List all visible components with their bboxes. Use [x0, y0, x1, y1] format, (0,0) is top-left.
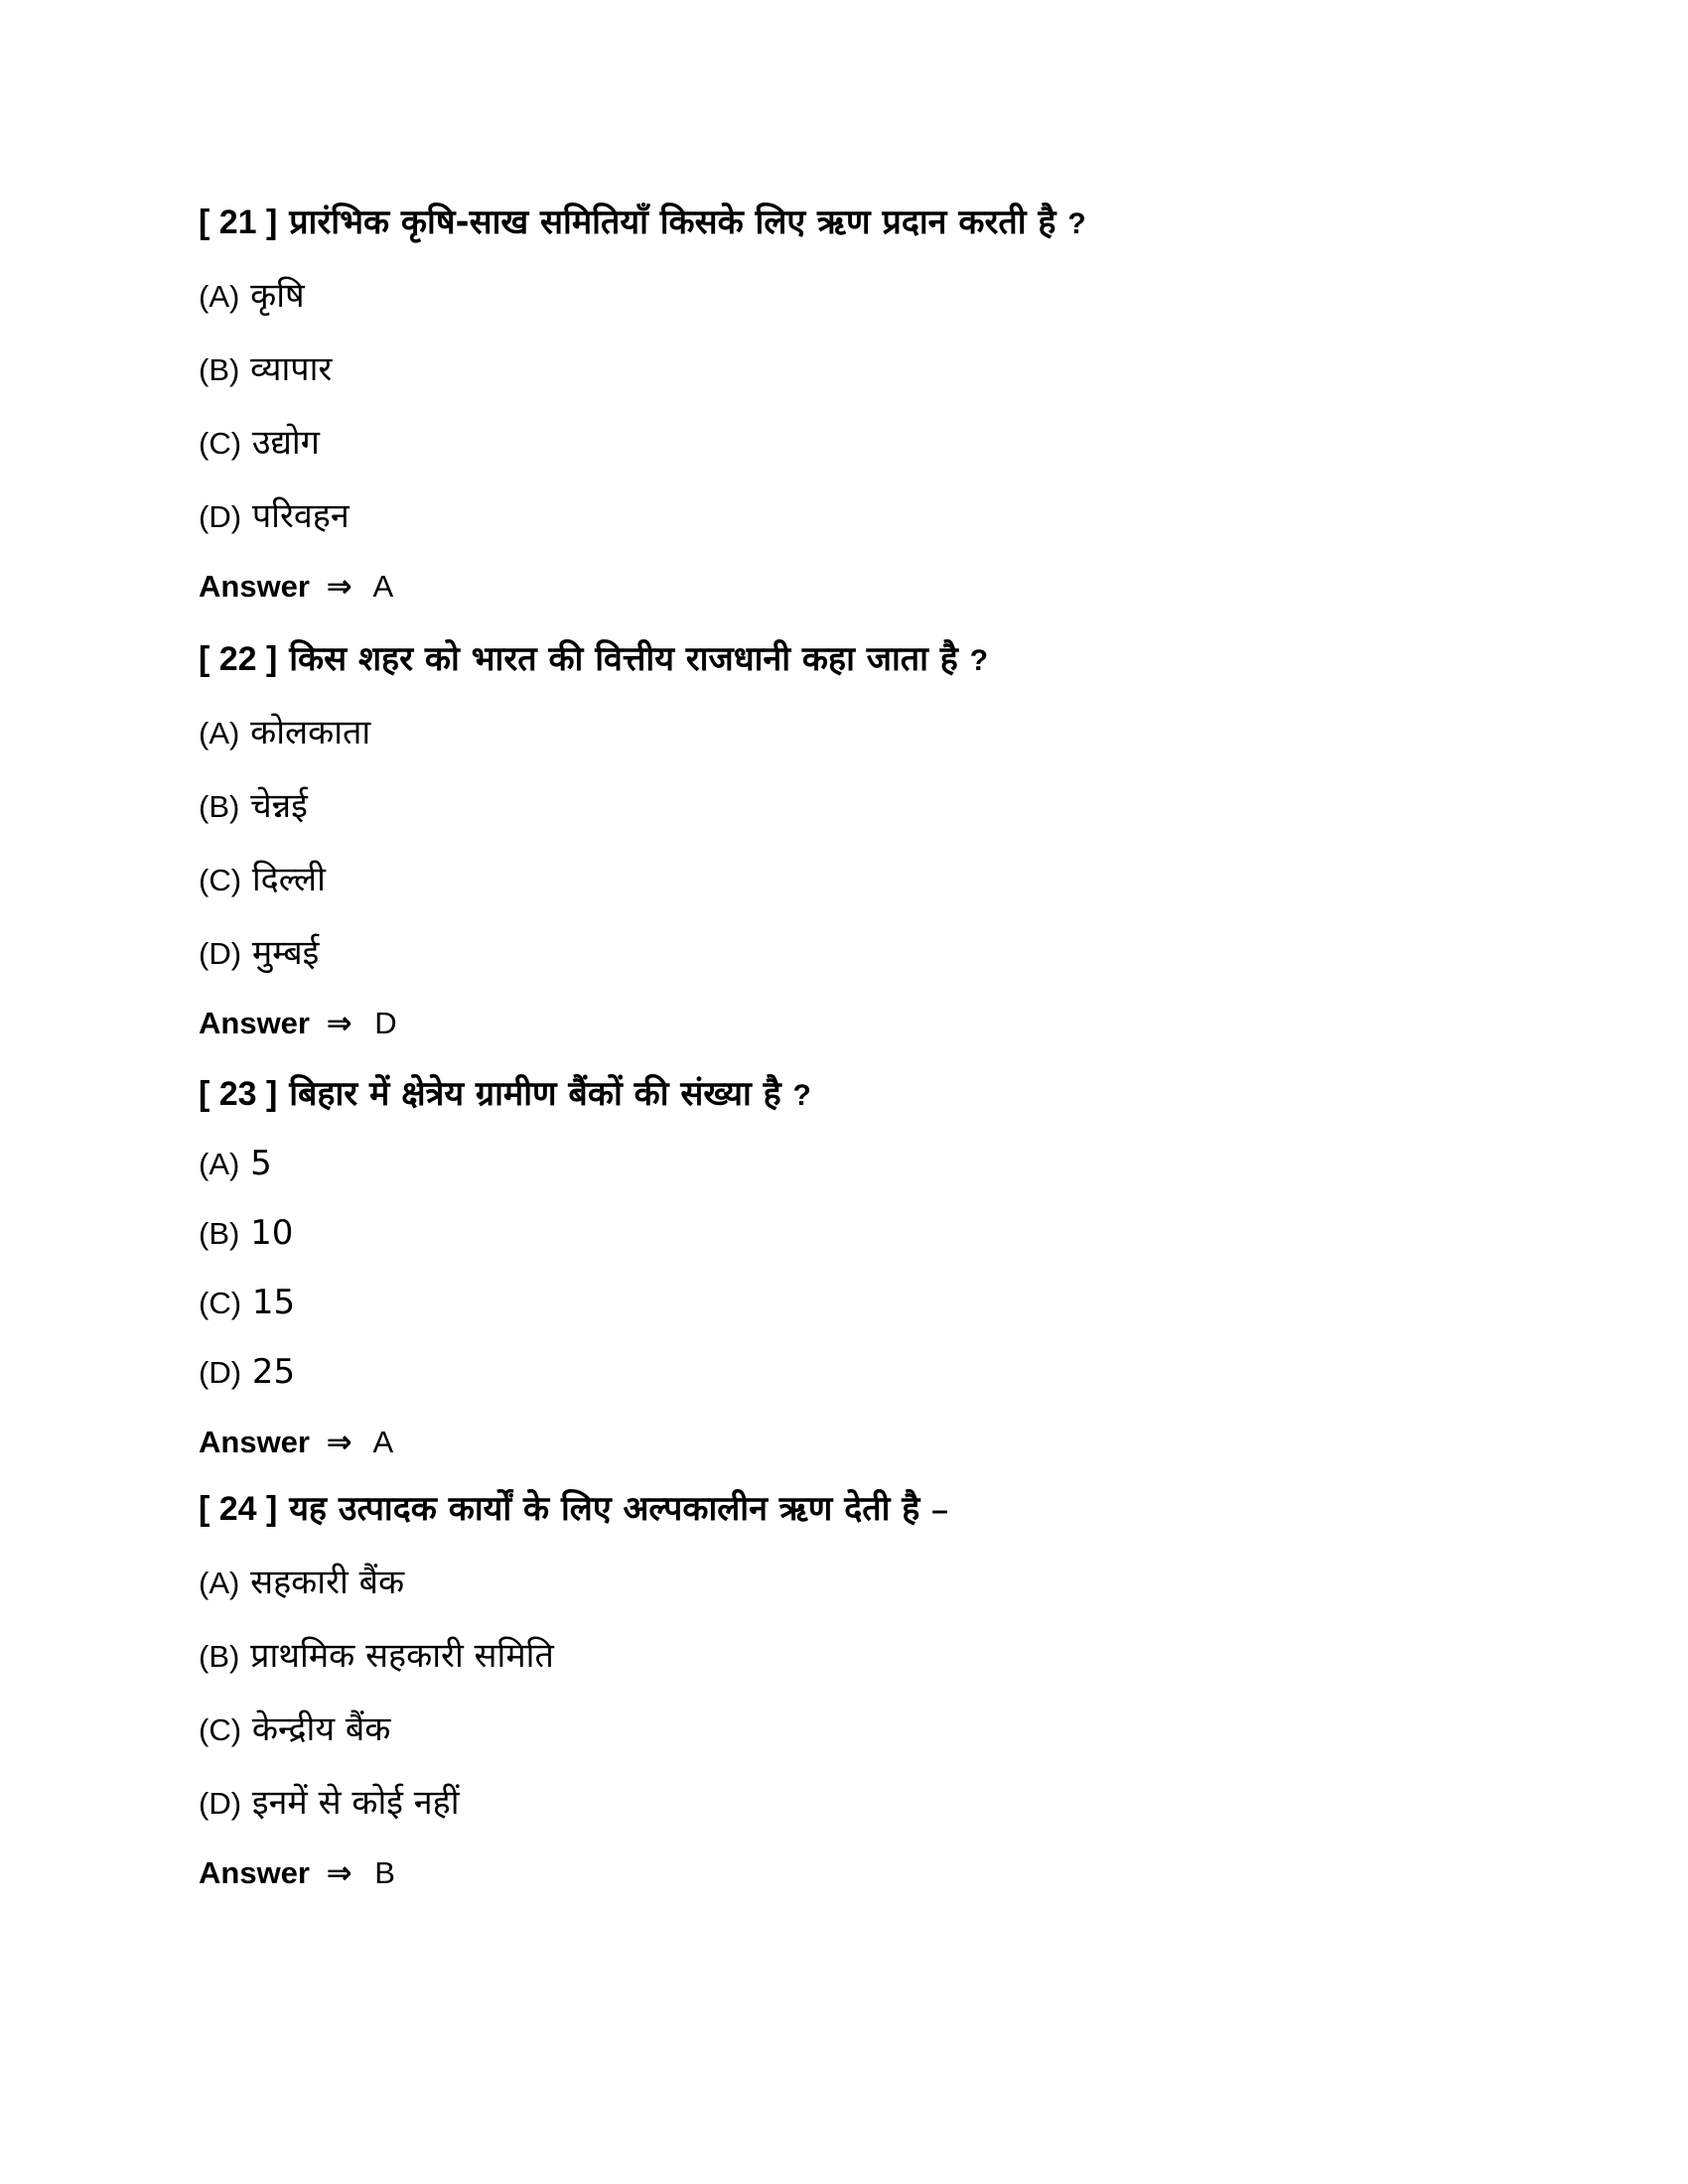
option-text: दिल्ली	[251, 860, 326, 899]
option-key: (A)	[199, 1566, 240, 1600]
option-key: (D)	[199, 1355, 242, 1390]
option-key: (D)	[199, 936, 242, 971]
option-text: कोलकाता	[250, 713, 371, 752]
question-title	[199, 1070, 1489, 1118]
question-block	[199, 1485, 1489, 1896]
option-text: व्यापार	[250, 349, 333, 389]
option-a	[199, 1140, 1489, 1187]
option-text: 25	[251, 1352, 296, 1392]
question-text: प्रारंभिक कृषि-साख समितियाँ किसके लिए ऋण प्रदान करती है	[289, 203, 1056, 242]
option-key: (B)	[199, 1216, 240, 1251]
question-title	[199, 635, 1489, 683]
option-key: (C)	[199, 426, 242, 461]
answer-line	[199, 564, 1489, 610]
question-text: बिहार में क्षेत्रेय ग्रामीण बैंकों की संख्या है	[289, 1074, 781, 1114]
option-text: केन्द्रीय बैंक	[251, 1709, 391, 1749]
answer-label: Answer	[199, 1425, 310, 1459]
arrow-icon: ⇒	[326, 1425, 352, 1460]
option-key: (D)	[199, 1786, 242, 1821]
answer-value: A	[372, 569, 394, 604]
arrow-icon: ⇒	[326, 1006, 352, 1041]
question-mark: ?	[1067, 207, 1086, 240]
option-key: (A)	[199, 716, 240, 751]
option-a	[199, 1559, 1489, 1606]
option-text: प्राथमिक सहकारी समिति	[250, 1636, 554, 1676]
answer-line	[199, 1420, 1489, 1465]
arrow-icon: ⇒	[326, 1855, 352, 1891]
option-c	[199, 1706, 1489, 1753]
question-number: [ 22 ]	[199, 640, 278, 678]
question-mark: ?	[792, 1079, 811, 1112]
option-text: सहकारी बैंक	[250, 1563, 405, 1602]
option-key: (D)	[199, 499, 242, 534]
option-key: (C)	[199, 1712, 242, 1747]
option-key: (C)	[199, 863, 242, 897]
option-b	[199, 1632, 1489, 1680]
question-block	[199, 1070, 1489, 1465]
question-title	[199, 199, 1489, 246]
option-d	[199, 929, 1489, 977]
question-mark: ?	[969, 644, 989, 677]
option-text: चेन्नई	[250, 786, 308, 826]
question-number: [ 24 ]	[199, 1490, 278, 1528]
option-d	[199, 492, 1489, 540]
option-text: 5	[250, 1144, 272, 1183]
option-a	[199, 709, 1489, 756]
option-key: (B)	[199, 789, 240, 824]
question-text: यह उत्पादक कार्यों के लिए अल्पकालीन ऋण देती है	[289, 1489, 920, 1529]
option-key: (C)	[199, 1286, 242, 1320]
question-text: किस शहर को भारत की वित्तीय राजधानी कहा जाता है	[289, 639, 958, 679]
option-text: 15	[251, 1283, 296, 1322]
answer-value: B	[374, 1855, 395, 1890]
option-text: मुम्बई	[251, 933, 320, 973]
option-d	[199, 1348, 1489, 1396]
option-text: इनमें से कोई नहीं	[251, 1783, 460, 1823]
option-text: उद्योग	[251, 423, 320, 463]
answer-value: D	[374, 1006, 397, 1040]
option-key: (A)	[199, 279, 240, 314]
question-title	[199, 1485, 1489, 1533]
question-number: [ 21 ]	[199, 204, 278, 241]
option-d	[199, 1779, 1489, 1827]
option-c	[199, 419, 1489, 467]
option-b	[199, 782, 1489, 830]
question-number: [ 23 ]	[199, 1075, 278, 1113]
option-b	[199, 1209, 1489, 1257]
question-block	[199, 199, 1489, 610]
answer-label: Answer	[199, 1855, 310, 1890]
option-a	[199, 272, 1489, 320]
answer-line	[199, 1850, 1489, 1896]
answer-line	[199, 1001, 1489, 1046]
arrow-icon: ⇒	[326, 569, 352, 605]
option-text: कृषि	[250, 276, 305, 316]
option-text: 10	[250, 1213, 294, 1253]
option-c	[199, 1279, 1489, 1326]
question-mark: –	[931, 1494, 948, 1527]
answer-label: Answer	[199, 569, 310, 604]
option-key: (B)	[199, 1639, 240, 1674]
option-c	[199, 856, 1489, 903]
option-key: (A)	[199, 1147, 240, 1181]
question-block	[199, 635, 1489, 1046]
option-b	[199, 345, 1489, 393]
option-key: (B)	[199, 352, 240, 387]
answer-label: Answer	[199, 1006, 310, 1040]
answer-value: A	[372, 1425, 394, 1459]
option-text: परिवहन	[251, 496, 350, 536]
